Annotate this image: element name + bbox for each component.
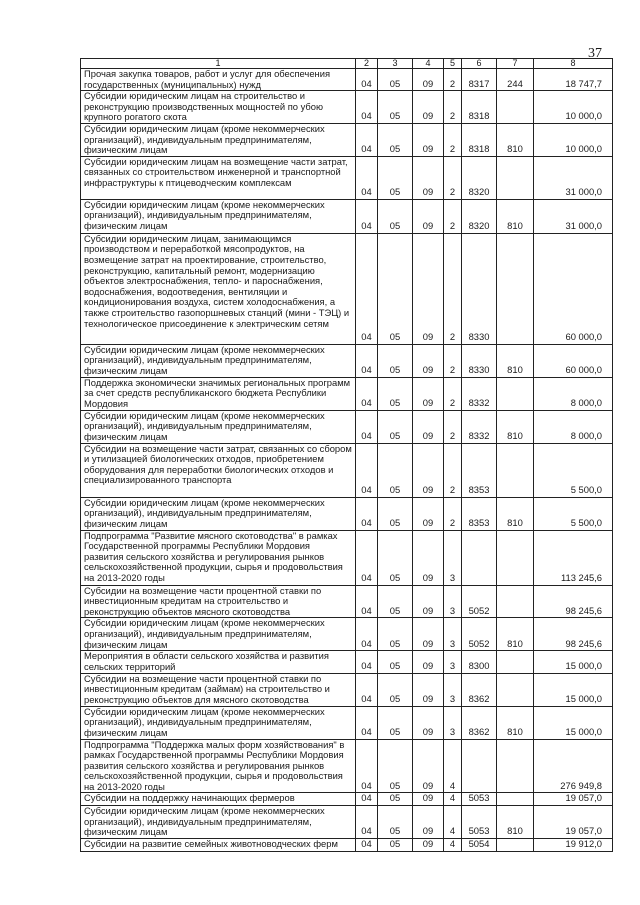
- code-program: 09: [413, 91, 444, 124]
- code-expense-type: 810: [497, 199, 534, 233]
- row-description: Субсидии юридическим лицам (кроме некоммерческих организаций), индивидуальным предпринимателям, физическим лицам: [81, 497, 356, 530]
- table-row: [81, 156, 613, 199]
- row-amount: 31 000,0: [534, 156, 613, 199]
- code-section: 04: [356, 706, 378, 739]
- code-program: 09: [413, 497, 444, 530]
- row-amount: 60 000,0: [534, 233, 613, 344]
- row-amount: 19 912,0: [534, 839, 613, 852]
- row-description: Субсидии на развитие семейных животноводческих ферм: [81, 839, 356, 852]
- code-section: 04: [356, 156, 378, 199]
- table-row: [81, 69, 613, 91]
- code-subprogram: 2: [444, 123, 462, 156]
- code-program: 09: [413, 69, 444, 91]
- code-section: 04: [356, 585, 378, 618]
- code-expense-type: [497, 793, 534, 806]
- code-subsection: 05: [378, 806, 413, 839]
- code-subsection: 05: [378, 377, 413, 410]
- code-section: 04: [356, 651, 378, 673]
- code-expense-type: [497, 156, 534, 199]
- row-description: Субсидии юридическим лицам на возмещение части затрат, связанных со строительством инженерной и транспортной инфраструктуры к птицеводческим комплексам: [81, 156, 356, 199]
- code-subprogram: 4: [444, 839, 462, 852]
- code-subsection: 05: [378, 69, 413, 91]
- row-description: Субсидии на возмещение части процентной ставки по инвестиционным кредитам на строительство и реконструкцию объектов мясного скотоводства: [81, 585, 356, 618]
- table-row: [81, 839, 613, 852]
- code-target: [462, 530, 497, 585]
- code-subsection: 05: [378, 344, 413, 377]
- code-section: 04: [356, 618, 378, 651]
- code-subsection: 05: [378, 706, 413, 739]
- code-subprogram: 2: [444, 69, 462, 91]
- code-section: 04: [356, 377, 378, 410]
- code-subprogram: 2: [444, 377, 462, 410]
- code-target: 5053: [462, 806, 497, 839]
- header-row: [81, 59, 613, 69]
- row-description: Субсидии юридическим лицам (кроме некоммерческих организаций), индивидуальным предпринимателям, физическим лицам: [81, 199, 356, 233]
- row-description: Поддержка экономически значимых региональных программ за счет средств республиканского бюджета Республики Мордовия: [81, 377, 356, 410]
- code-expense-type: 810: [497, 123, 534, 156]
- row-description: Подпрограмма "Поддержка малых форм хозяйствования" в рамках Государственной программы Республики Мордовия развития сельского хозяйства и регулирования рынков сельскохозяйственной продукции, сырья и продовольствия на 2013-2020 годы: [81, 739, 356, 793]
- code-program: 09: [413, 156, 444, 199]
- code-program: 09: [413, 585, 444, 618]
- code-subsection: 05: [378, 233, 413, 344]
- code-target: 8300: [462, 651, 497, 673]
- code-target: 8317: [462, 69, 497, 91]
- header-cell: 2: [356, 59, 378, 69]
- code-program: 09: [413, 344, 444, 377]
- code-subsection: 05: [378, 793, 413, 806]
- row-description: Субсидии юридическим лицам (кроме некоммерческих организаций), индивидуальным предпринимателям, физическим лицам: [81, 706, 356, 739]
- code-subsection: 05: [378, 530, 413, 585]
- row-amount: 15 000,0: [534, 706, 613, 739]
- row-description: Субсидии юридическим лицам (кроме некоммерческих организаций), индивидуальным предпринимателям, физическим лицам: [81, 123, 356, 156]
- code-subsection: 05: [378, 618, 413, 651]
- table-row: [81, 443, 613, 497]
- code-program: 09: [413, 530, 444, 585]
- code-section: 04: [356, 91, 378, 124]
- code-subprogram: 2: [444, 443, 462, 497]
- code-program: 09: [413, 651, 444, 673]
- code-expense-type: [497, 585, 534, 618]
- code-target: 8330: [462, 344, 497, 377]
- header-cell: 3: [378, 59, 413, 69]
- table-row: [81, 123, 613, 156]
- table-row: [81, 233, 613, 344]
- row-amount: 98 245,6: [534, 618, 613, 651]
- code-subprogram: 3: [444, 706, 462, 739]
- code-section: 04: [356, 410, 378, 443]
- code-subprogram: 2: [444, 233, 462, 344]
- code-program: 09: [413, 199, 444, 233]
- table-row: [81, 651, 613, 673]
- row-amount: 19 057,0: [534, 806, 613, 839]
- header-cell: 7: [497, 59, 534, 69]
- header-cell: 8: [534, 59, 613, 69]
- code-subprogram: 3: [444, 585, 462, 618]
- row-description: Субсидии на возмещение части процентной ставки по инвестиционным кредитам (займам) на строительство и реконструкцию объектов для мясного скотоводства: [81, 673, 356, 706]
- code-program: 09: [413, 233, 444, 344]
- header-cell: 5: [444, 59, 462, 69]
- row-amount: 19 057,0: [534, 793, 613, 806]
- code-subprogram: 2: [444, 156, 462, 199]
- row-amount: 276 949,8: [534, 739, 613, 793]
- code-target: 5052: [462, 618, 497, 651]
- table-row: [81, 618, 613, 651]
- code-expense-type: 810: [497, 618, 534, 651]
- code-target: 5053: [462, 793, 497, 806]
- code-expense-type: [497, 233, 534, 344]
- table-row: [81, 706, 613, 739]
- code-section: 04: [356, 839, 378, 852]
- code-subsection: 05: [378, 156, 413, 199]
- code-expense-type: [497, 443, 534, 497]
- code-program: 09: [413, 793, 444, 806]
- code-section: 04: [356, 69, 378, 91]
- table-row: [81, 410, 613, 443]
- code-expense-type: 810: [497, 410, 534, 443]
- code-section: 04: [356, 739, 378, 793]
- table-row: [81, 673, 613, 706]
- code-target: 8332: [462, 410, 497, 443]
- code-expense-type: 244: [497, 69, 534, 91]
- table-row: [81, 585, 613, 618]
- code-program: 09: [413, 377, 444, 410]
- code-section: 04: [356, 233, 378, 344]
- code-subprogram: 3: [444, 673, 462, 706]
- code-subprogram: 2: [444, 410, 462, 443]
- code-subsection: 05: [378, 497, 413, 530]
- code-section: 04: [356, 530, 378, 585]
- code-program: 09: [413, 443, 444, 497]
- code-expense-type: 810: [497, 806, 534, 839]
- row-amount: 8 000,0: [534, 377, 613, 410]
- code-section: 04: [356, 793, 378, 806]
- code-program: 09: [413, 123, 444, 156]
- code-program: 09: [413, 806, 444, 839]
- code-program: 09: [413, 673, 444, 706]
- code-subprogram: 3: [444, 651, 462, 673]
- budget-table: [80, 58, 613, 852]
- code-subsection: 05: [378, 199, 413, 233]
- code-expense-type: [497, 839, 534, 852]
- code-program: 09: [413, 410, 444, 443]
- code-program: 09: [413, 739, 444, 793]
- code-expense-type: [497, 377, 534, 410]
- table-row: [81, 377, 613, 410]
- code-target: 8320: [462, 199, 497, 233]
- code-subprogram: 4: [444, 739, 462, 793]
- code-target: 8362: [462, 673, 497, 706]
- code-target: 8320: [462, 156, 497, 199]
- row-amount: 15 000,0: [534, 673, 613, 706]
- code-subsection: 05: [378, 739, 413, 793]
- row-amount: 8 000,0: [534, 410, 613, 443]
- row-amount: 10 000,0: [534, 123, 613, 156]
- row-description: Субсидии юридическим лицам (кроме некоммерческих организаций), индивидуальным предпринимателям, физическим лицам: [81, 618, 356, 651]
- code-section: 04: [356, 497, 378, 530]
- code-target: 8362: [462, 706, 497, 739]
- row-amount: 5 500,0: [534, 497, 613, 530]
- row-amount: 5 500,0: [534, 443, 613, 497]
- code-program: 09: [413, 706, 444, 739]
- table-row: [81, 530, 613, 585]
- code-subprogram: 4: [444, 806, 462, 839]
- code-expense-type: 810: [497, 706, 534, 739]
- code-expense-type: 810: [497, 497, 534, 530]
- code-subsection: 05: [378, 123, 413, 156]
- code-subsection: 05: [378, 585, 413, 618]
- code-expense-type: [497, 91, 534, 124]
- code-subprogram: 2: [444, 344, 462, 377]
- code-target: 5054: [462, 839, 497, 852]
- code-section: 04: [356, 199, 378, 233]
- row-amount: 60 000,0: [534, 344, 613, 377]
- code-subprogram: 3: [444, 618, 462, 651]
- code-expense-type: [497, 739, 534, 793]
- table-row: [81, 806, 613, 839]
- code-program: 09: [413, 839, 444, 852]
- code-section: 04: [356, 673, 378, 706]
- header-cell: 4: [413, 59, 444, 69]
- row-amount: 113 245,6: [534, 530, 613, 585]
- code-section: 04: [356, 123, 378, 156]
- code-expense-type: [497, 673, 534, 706]
- row-description: Субсидии юридическим лицам на строительство и реконструкцию производственных мощностей по убою крупного рогатого скота: [81, 91, 356, 124]
- code-subprogram: 2: [444, 199, 462, 233]
- page-number: 37: [588, 46, 602, 61]
- row-description: Прочая закупка товаров, работ и услуг для обеспечения государственных (муниципальных) нужд: [81, 69, 356, 91]
- code-target: 8330: [462, 233, 497, 344]
- code-target: 8353: [462, 443, 497, 497]
- code-program: 09: [413, 618, 444, 651]
- code-subprogram: 2: [444, 91, 462, 124]
- row-description: Субсидии юридическим лицам (кроме некоммерческих организаций), индивидуальным предпринимателям, физическим лицам: [81, 806, 356, 839]
- code-target: 8318: [462, 91, 497, 124]
- code-subsection: 05: [378, 651, 413, 673]
- header-cell: 1: [81, 59, 356, 69]
- row-description: Субсидии на возмещение части затрат, связанных со сбором и утилизацией биологических отходов, приобретением оборудования для переработки биологических отходов и специализированного транспорта: [81, 443, 356, 497]
- code-subsection: 05: [378, 673, 413, 706]
- code-target: 8332: [462, 377, 497, 410]
- code-subsection: 05: [378, 443, 413, 497]
- row-amount: 18 747,7: [534, 69, 613, 91]
- code-subprogram: 3: [444, 530, 462, 585]
- code-section: 04: [356, 344, 378, 377]
- code-subprogram: 2: [444, 497, 462, 530]
- header-cell: 6: [462, 59, 497, 69]
- code-subsection: 05: [378, 410, 413, 443]
- row-description: Субсидии на поддержку начинающих фермеров: [81, 793, 356, 806]
- table-row: [81, 497, 613, 530]
- row-amount: 98 245,6: [534, 585, 613, 618]
- code-subsection: 05: [378, 91, 413, 124]
- code-subsection: 05: [378, 839, 413, 852]
- code-target: [462, 739, 497, 793]
- row-description: Мероприятия в области сельского хозяйства и развития сельских территорий: [81, 651, 356, 673]
- code-section: 04: [356, 443, 378, 497]
- code-expense-type: [497, 530, 534, 585]
- code-section: 04: [356, 806, 378, 839]
- row-amount: 15 000,0: [534, 651, 613, 673]
- table-body: [81, 69, 613, 852]
- row-amount: 10 000,0: [534, 91, 613, 124]
- table-row: [81, 739, 613, 793]
- table-row: [81, 91, 613, 124]
- code-expense-type: 810: [497, 344, 534, 377]
- row-description: Подпрограмма "Развитие мясного скотоводства" в рамках Государственной программы Республики Мордовия развития сельского хозяйства и регулирования рынков сельскохозяйственной продукции, сырья и продовольствия на 2013-2020 годы: [81, 530, 356, 585]
- code-target: 8318: [462, 123, 497, 156]
- row-description: Субсидии юридическим лицам, занимающимся производством и переработкой мясопродуктов, на возмещение затрат на проектирование, строительство, реконструкцию, капитальный ремонт, модернизацию объектов электроснабжения, тепло- и пароснабжения, водоснабжения, водоотведения, вентиляции и кондиционирования воздуха, систем холодоснабжения, а также строительство газопоршневых станций (мини - ТЭЦ) и технологическое присоединение к электрическим сетям: [81, 233, 356, 344]
- code-expense-type: [497, 651, 534, 673]
- table-row: [81, 793, 613, 806]
- row-description: Субсидии юридическим лицам (кроме некоммерческих организаций), индивидуальным предпринимателям, физическим лицам: [81, 344, 356, 377]
- row-description: Субсидии юридическим лицам (кроме некоммерческих организаций), индивидуальным предпринимателям, физическим лицам: [81, 410, 356, 443]
- table-row: [81, 199, 613, 233]
- code-target: 8353: [462, 497, 497, 530]
- row-amount: 31 000,0: [534, 199, 613, 233]
- code-subprogram: 4: [444, 793, 462, 806]
- code-target: 5052: [462, 585, 497, 618]
- table-row: [81, 344, 613, 377]
